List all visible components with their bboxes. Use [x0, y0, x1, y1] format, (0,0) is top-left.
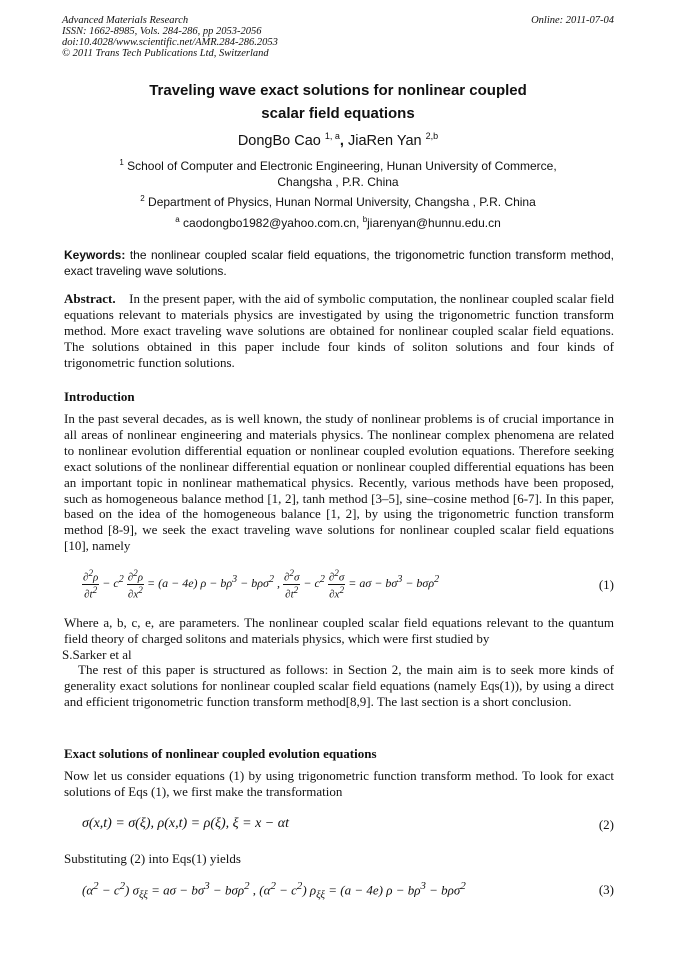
author-separator: ,: [339, 132, 344, 149]
affiliation-1-line-1: School of Computer and Electronic Engineering, Hunan University of Commerce,: [127, 159, 557, 173]
affiliation-1-number: 1: [119, 158, 124, 167]
equation-3: [64, 880, 614, 902]
equation-2: [64, 816, 614, 836]
introduction-paragraph-1: In the past several decades, as is well known, the study of nonlinear problems is of crucial importance in all areas of nonlinear engineering and materials physics. The nonlinear complex phenomena are related to nonlinear evolution differential equation or nonlinear coupled evolution equations. Therefore seeking exact solutions of the nonlinear differential equation or nonlinear coupled differential equations has been an important topic in nonlinear mathematical physics. Recently, various methods have been proposed, such as homogeneous balance method [1, 2], tanh method [3–5], sine–cosine method [6-7]. In this paper, based on the idea of the homogeneous balance [1, 2], by using the trigonometric function transform method [8-9], we seek the exact traveling wave solutions for nonlinear coupled scalar field equations [10], namely: [64, 411, 614, 554]
introduction-paragraph-3: The rest of this paper is structured as follows: in Section 2, the main aim is to seek more kinds of generality exact solutions for nonlinear coupled scalar field equations (namely Eqs(1)), by using a direct and efficient trigonometric function transform method[8,9]. The last section is a short conclusion.: [64, 662, 614, 709]
equation-2-body: σ(x,t) = σ(ξ), ρ(x,t) = ρ(ξ), ξ = x − αt: [82, 816, 289, 831]
author-1-affil: 1, a: [324, 131, 340, 141]
section-2-paragraph-1: Now let us consider equations (1) by using trigonometric function transform method. To look for exact solutions of Eqs (1), we first make the transformation: [64, 768, 614, 799]
copyright-line: © 2011 Trans Tech Publications Ltd, Switzerland: [62, 48, 269, 59]
keywords-label: Keywords:: [64, 248, 126, 262]
abstract-text: In the present paper, with the aid of symbolic computation, the nonlinear coupled scalar field equations relevant to materials physics are investigated by using the trigonometric function transform method. More exact traveling wave solutions are obtained for nonlinear coupled scalar field equations. The solutions obtained in this paper include four kinds of soliton solutions and four kinds of trigonometric function solutions.: [64, 291, 615, 370]
author-2-affil: 2,b: [425, 131, 439, 141]
paragraph-2-line-2: S.Sarker et al: [62, 646, 132, 662]
affiliation-2: [62, 191, 614, 210]
equation-2-number: (2): [598, 817, 614, 832]
abstract: [64, 291, 614, 371]
paragraph-2-line-1: Where a, b, c, e, are parameters. The nonlinear coupled scalar field equations relevant to the quantum field theory of charged solitons and materials physics, which were first studied by: [64, 615, 614, 646]
paper-title-line-1: Traveling wave exact solutions for nonlinear coupled: [149, 82, 527, 99]
journal-header: [62, 15, 278, 59]
author-1: DongBo Cao: [237, 132, 321, 149]
online-date: Online: 2011-07-04: [531, 15, 614, 26]
affiliation-1-line-2: Changsha , P.R. China: [277, 175, 399, 189]
introduction-paragraph-2: [64, 615, 614, 663]
email-a[interactable]: caodongbo1982@yahoo.com.cn,: [183, 216, 360, 230]
keywords-text: the nonlinear coupled scalar field equations, the trigonometric function transform method, exact traveling wave solutions.: [64, 248, 614, 278]
introduction-heading: Introduction: [64, 389, 135, 404]
equation-1-number: (1): [598, 577, 614, 592]
paper-title-line-2: scalar field equations: [261, 105, 415, 122]
equation-1: [64, 568, 614, 604]
section-2-paragraph-2: Substituting (2) into Eqs(1) yields: [64, 851, 241, 866]
section-2-heading: Exact solutions of nonlinear coupled evolution equations: [64, 746, 377, 761]
keywords: [64, 248, 614, 279]
email-b[interactable]: jiarenyan@hunnu.edu.cn: [367, 216, 501, 230]
affiliation-2-number: 2: [140, 194, 145, 203]
equation-3-body: $(\alpha^2 - c^2) \sigma_{\xi\xi} = a\sigma - b\sigma^3 - b\sigma\rho^2$ , $(\alpha^2 - c^2) \rho_{\xi\xi} = (a - 4e) \rho - b\rho^3 - b\rho\sigma^2$: [82, 880, 466, 901]
issn-line: ISSN: 1662-8985, Vols. 284-286, pp 2053-2056: [62, 26, 262, 37]
abstract-label: Abstract.: [64, 291, 116, 306]
doi-line: doi:10.4028/www.scientific.net/AMR.284-286.2053: [62, 37, 278, 48]
email-a-marker: a: [175, 215, 180, 224]
email-line: [62, 212, 614, 231]
affiliation-2-text: Department of Physics, Hunan Normal University, Changsha , P.R. China: [148, 195, 536, 209]
authors-line: [62, 131, 614, 149]
affiliation-1: [62, 155, 614, 190]
email-b-marker: b: [362, 215, 368, 224]
author-2: JiaRen Yan: [347, 132, 422, 149]
journal-name: Advanced Materials Research: [62, 15, 189, 26]
equation-3-number: (3): [598, 882, 614, 897]
equation-1-body: $\frac{\partial^2\rho}{\partial t^2}$ − $c^2$ $\frac{\partial^2\rho}{\partial x^2}$ = (a − 4e) $\rho - b\rho^3 - b\rho\sigma^2$ , $\frac{\partial^2\sigma}{\partial t^2}$ − $c^2$ $\frac{\partial^2\sigma}{\partial x^2}$ = $a\sigma - b\sigma^3 - b\sigma\rho^2$: [83, 568, 440, 601]
